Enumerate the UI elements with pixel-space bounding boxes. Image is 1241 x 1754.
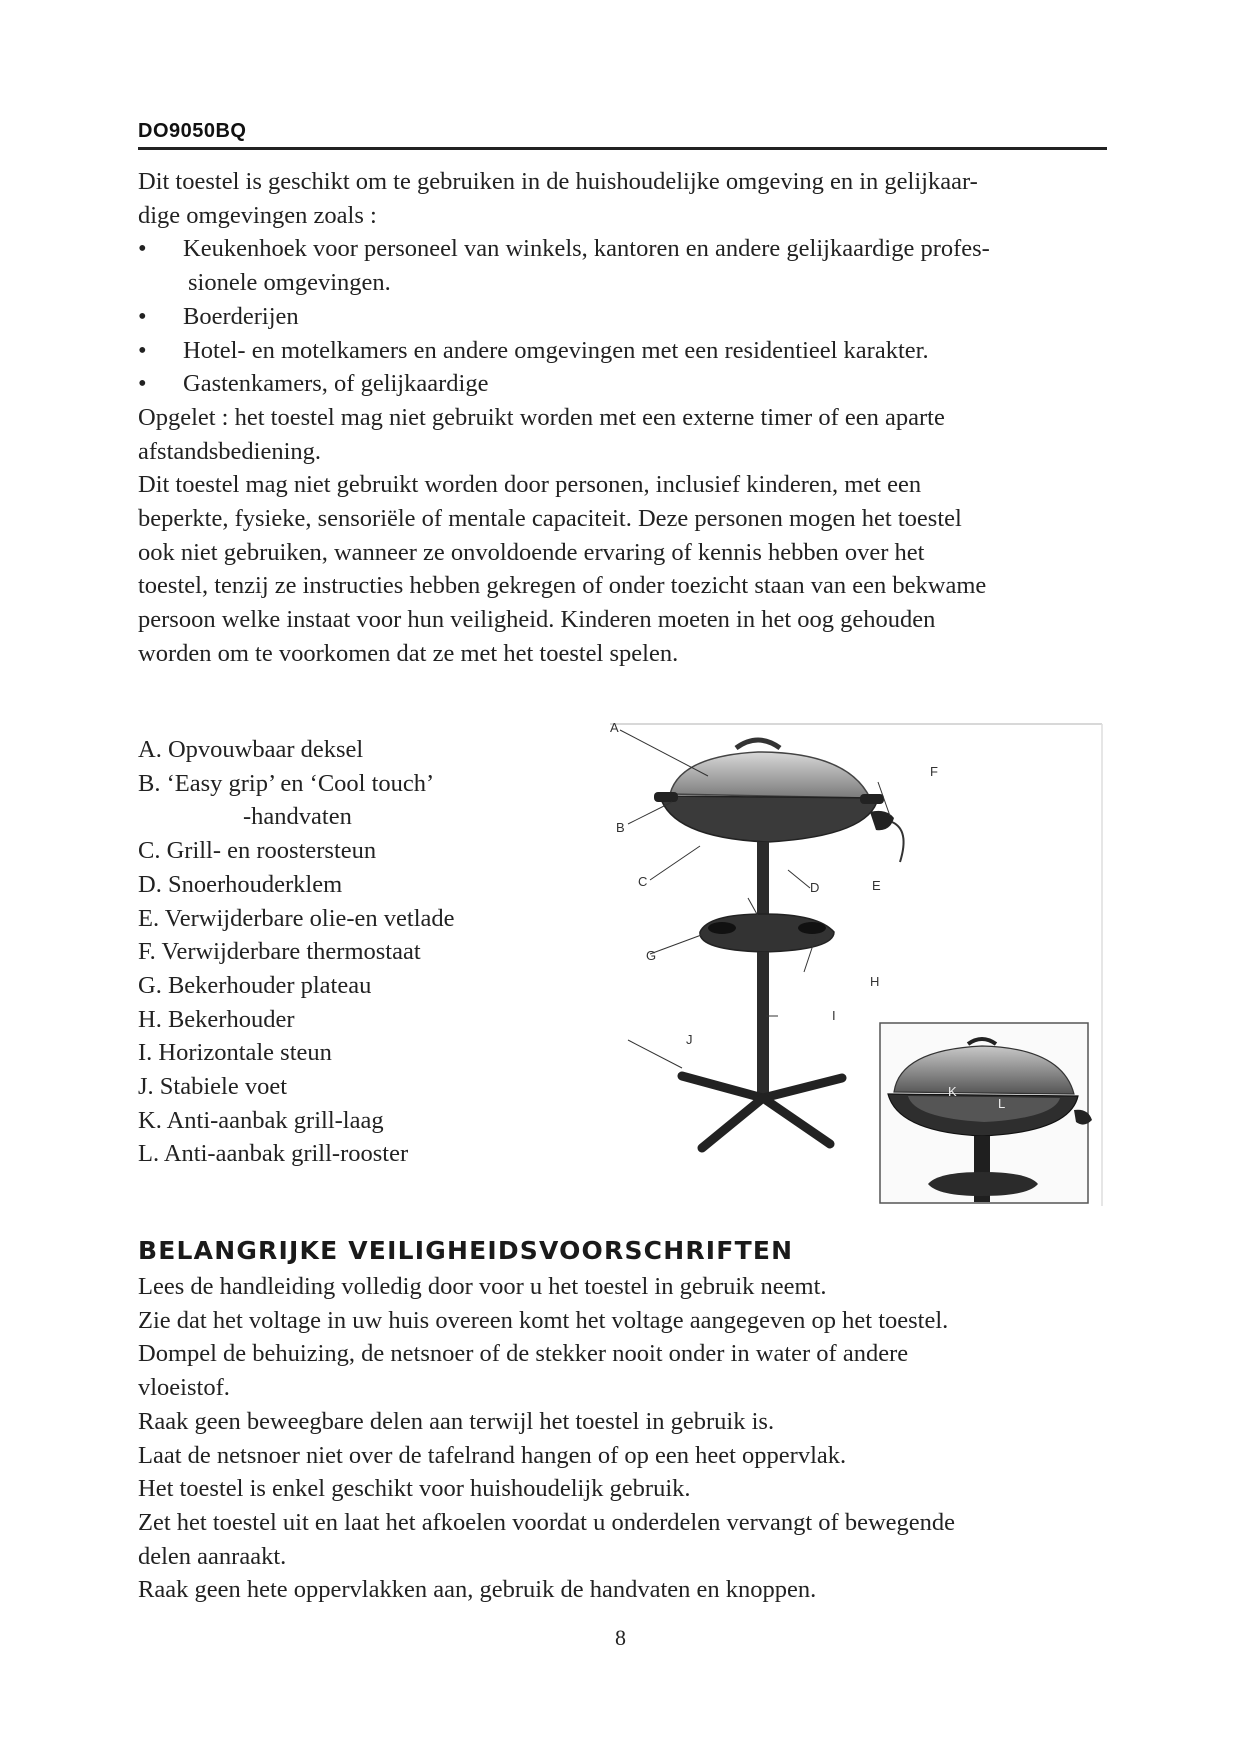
parts-list [138, 733, 588, 1171]
part-item-g: G. Bekerhouder plateau [138, 971, 372, 999]
part-item-l: L. Anti-aanbak grill-rooster [138, 1140, 409, 1168]
part-item-b-continued: -handvaten [243, 803, 352, 831]
bullet-dot: • [138, 370, 147, 398]
cup-hole-left-shape [708, 922, 736, 934]
safety-line: Dompel de behuizing, de netsnoer of de stekker nooit onder in water of andere [138, 1340, 909, 1368]
safety-heading: BELANGRIJKE VEILIGHEIDSVOORSCHRIFTEN [138, 1236, 794, 1265]
diagram-label-f: F [930, 764, 938, 779]
part-item-e: E. Verwijderbare olie-en vetlade [138, 904, 455, 932]
persons-line: toestel, tenzij ze instructies hebben gekregen of onder toezicht staan van een bekwame [138, 572, 987, 600]
model-number: DO9050BQ [138, 120, 247, 142]
bullet-item [138, 300, 1128, 334]
safety-line: vloeistof. [138, 1374, 230, 1402]
intro-line: dige omgevingen zoals : [138, 201, 377, 229]
header-rule [138, 147, 1107, 150]
page-number: 8 [615, 1625, 626, 1650]
persons-line: persoon welke instaat voor hun veiligheid. Kinderen moeten in het oog gehouden [138, 606, 936, 634]
part-item-k: K. Anti-aanbak grill-laag [138, 1106, 384, 1134]
diagram-label-h: H [870, 974, 880, 989]
bullet-dot: • [138, 302, 147, 330]
diagram-label-l: L [998, 1096, 1006, 1111]
part-item-a: A. Opvouwbaar deksel [138, 736, 364, 763]
persons-line: ook niet gebruiken, wanneer ze onvoldoende ervaring of kennis hebben over het [138, 538, 925, 566]
cup-hole-right-shape [798, 922, 826, 934]
inset-thermostat-shape [1074, 1110, 1092, 1125]
bullet-dot: • [138, 336, 147, 364]
diagram-label-g: G [646, 948, 657, 963]
diagram-label-b: B [616, 820, 625, 835]
part-item-f: F. Verwijderbare thermostaat [138, 938, 421, 966]
part-item-i: I. Horizontale steun [138, 1039, 332, 1067]
bullet-text: Gastenkamers, of gelijkaardige [183, 370, 489, 398]
persons-line: beperkte, fysieke, sensoriële of mentale capaciteit. Deze personen mogen het toestel [138, 505, 962, 533]
part-item-b: B. ‘Easy grip’ en ‘Cool touch’ [138, 769, 435, 797]
diagram-label-e: E [872, 878, 881, 893]
intro-line: Dit toestel is geschikt om te gebruiken in de huishoudelijke omgeving en in gelijkaar- [138, 168, 978, 195]
bullet-item [138, 232, 1128, 299]
bbq-inset-illustration [880, 1023, 1092, 1203]
safety-line: Lees de handleiding volledig door voor u het toestel in gebruik neemt. [138, 1273, 827, 1300]
intro-section [138, 165, 1128, 671]
inset-plateau-shape [928, 1172, 1038, 1196]
safety-section [138, 1270, 1128, 1607]
safety-line: Het toestel is enkel geschikt voor huishoudelijk gebruik. [138, 1475, 691, 1503]
part-item-j: J. Stabiele voet [138, 1073, 288, 1101]
diagram-label-c: C [638, 874, 648, 889]
bullet-text: Hotel- en motelkamers en andere omgevingen met een residentieel karakter. [183, 336, 929, 364]
diagram-label-a: A [610, 720, 619, 735]
handle-right-shape [860, 794, 884, 804]
bullet-item [138, 334, 1128, 368]
lid-shape [670, 752, 870, 798]
bullet-text: Boerderijen [183, 302, 299, 330]
diagram-label-i: I [832, 1008, 836, 1023]
safety-line: Laat de netsnoer niet over de tafelrand hangen of op een heet oppervlak. [138, 1441, 847, 1469]
thermostat-shape [870, 811, 894, 830]
lid-handle-shape [736, 740, 780, 748]
safety-line: Zet het toestel uit en laat het afkoelen voordat u onderdelen vervangt of bewegende [138, 1508, 956, 1536]
part-item-h: H. Bekerhouder [138, 1005, 295, 1033]
safety-line: Raak geen beweegbare delen aan terwijl het toestel in gebruik is. [138, 1407, 775, 1435]
part-item-d: D. Snoerhouderklem [138, 870, 343, 898]
cord-shape [892, 822, 904, 862]
handle-left-shape [654, 792, 678, 802]
persons-line: worden om te voorkomen dat ze met het toestel spelen. [138, 639, 679, 667]
bullet-dot: • [138, 235, 147, 263]
warning-line: Opgelet : het toestel mag niet gebruikt worden met een externe timer of een aparte [138, 403, 945, 431]
diagram-label-k: K [948, 1084, 957, 1099]
persons-line: Dit toestel mag niet gebruikt worden door personen, inclusief kinderen, met een [138, 471, 922, 499]
bullet-text-continued: sionele omgevingen. [188, 269, 391, 297]
safety-line: Raak geen hete oppervlakken aan, gebruik de handvaten en knoppen. [138, 1576, 817, 1604]
diagram-label-j: J [686, 1032, 693, 1047]
bbq-diagram [608, 718, 1104, 1208]
diagram-label-d: D [810, 880, 820, 895]
lower-column-shape [757, 952, 769, 1096]
warning-line: afstandsbediening. [138, 437, 322, 465]
bowl-shape [660, 796, 878, 842]
part-item-c: C. Grill- en roostersteun [138, 837, 377, 865]
bullet-item [138, 367, 1128, 401]
bullet-text: Keukenhoek voor personeel van winkels, kantoren en andere gelijkaardige profes- [183, 235, 990, 263]
safety-line: Zie dat het voltage in uw huis overeen komt het voltage aangegeven op het toestel. [138, 1306, 949, 1334]
safety-line: delen aanraakt. [138, 1542, 287, 1570]
